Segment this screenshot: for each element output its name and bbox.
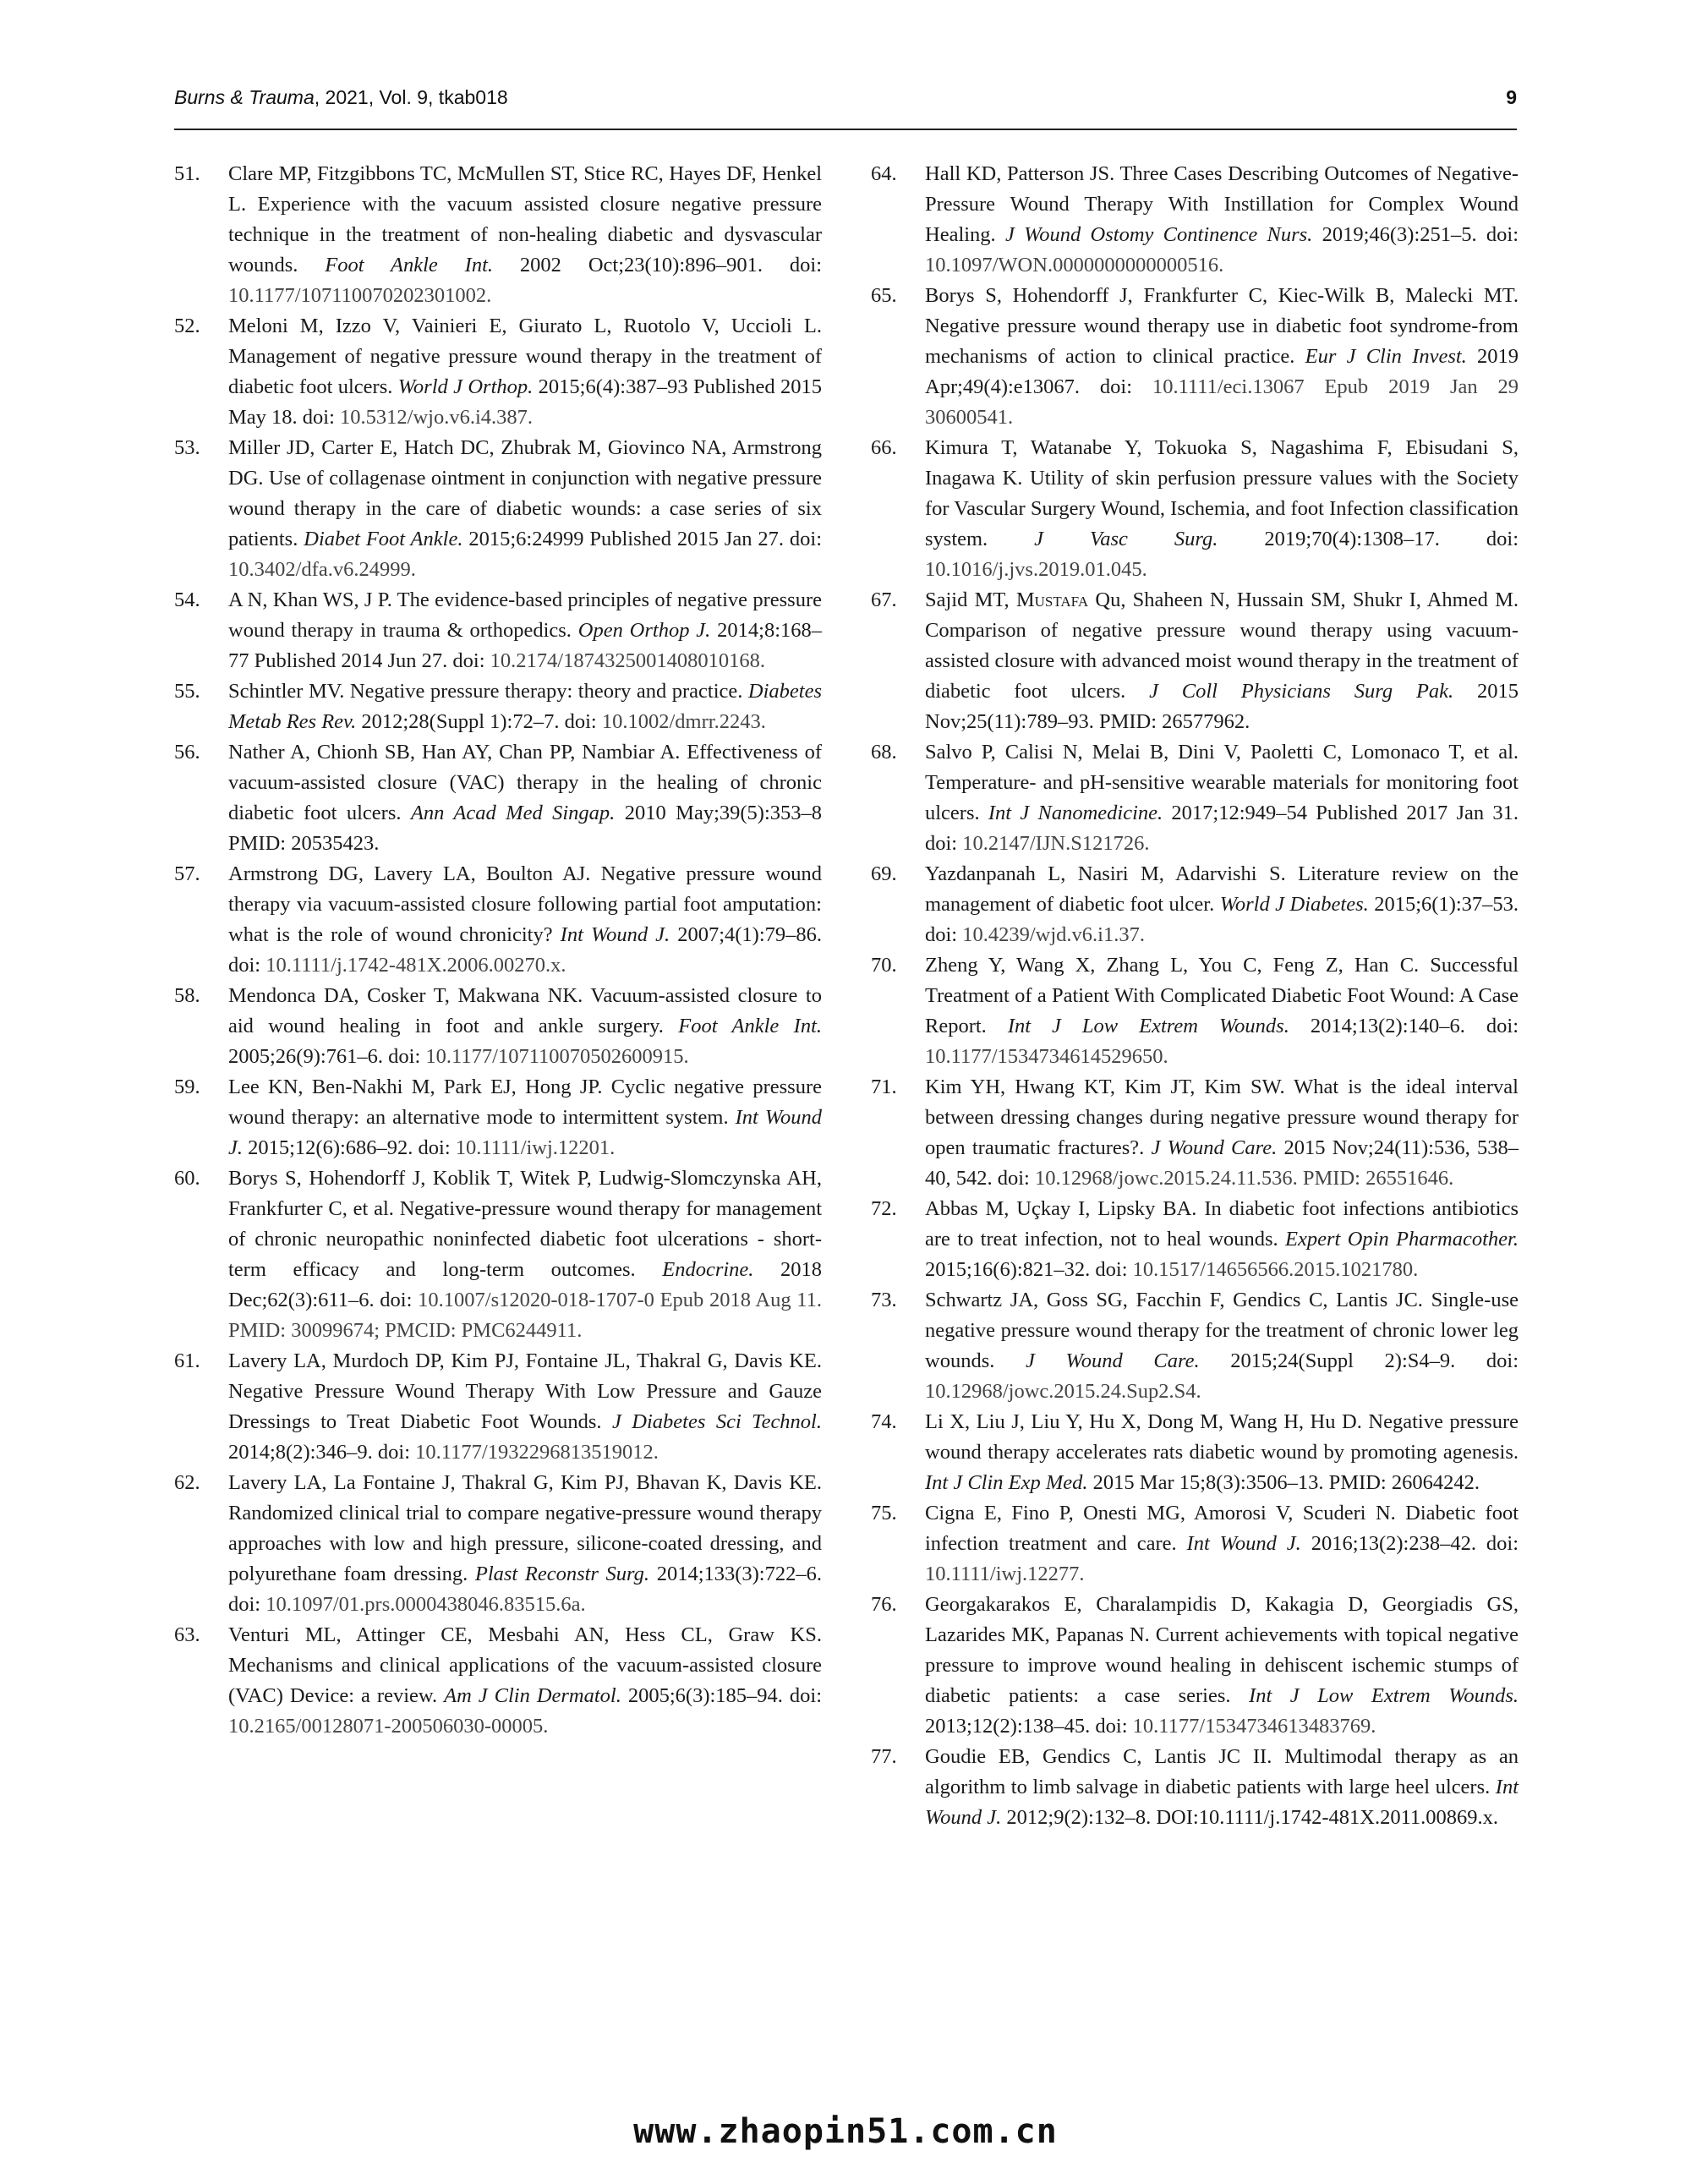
reference-doi-link[interactable]: 10.1111/iwj.12201. [455, 1136, 616, 1159]
reference-journal: Endocrine. [662, 1258, 754, 1281]
reference-authors-title: Yazdanpanah L, Nasiri M, Adarvishi S. Literature review on the management of diabetic foot ulcer. [925, 862, 1519, 916]
reference-item [174, 859, 822, 981]
reference-item [871, 433, 1519, 585]
reference-item [871, 950, 1519, 1072]
reference-number: 66. [871, 436, 897, 459]
reference-authors-title: A N, Khan WS, J P. The evidence-based principles of negative pressure wound therapy in trauma & orthopedics. [228, 588, 822, 642]
reference-details: 2015;6(1):37–53. doi: [925, 893, 1519, 946]
reference-journal: Expert Opin Pharmacother. [1285, 1228, 1519, 1251]
reference-authors-title: Georgakarakos E, Charalampidis D, Kakagia D, Georgiadis GS, Lazarides MK, Papanas N. Current achievements with topical negative pressure to improve wound healing in dehiscent ischemic stumps of diabetic patients: a case series. [925, 1593, 1519, 1707]
reference-column-left [174, 159, 822, 1742]
reference-number: 71. [871, 1076, 897, 1098]
reference-authors-title: Li X, Liu J, Liu Y, Hu X, Dong M, Wang H, Hu D. Negative pressure wound therapy accelerates rats diabetic wound by promoting agenesis. [925, 1410, 1519, 1464]
reference-doi-link[interactable]: 10.1007/s12020-018-1707-0 Epub 2018 Aug 11. PMID: 30099674; PMCID: PMC6244911. [228, 1289, 823, 1342]
reference-details: 2016;13(2):238–42. doi: [1311, 1532, 1519, 1555]
reference-number: 53. [174, 436, 200, 459]
reference-details: 2019;70(4):1308–17. doi: [1264, 528, 1519, 550]
reference-number: 74. [871, 1410, 897, 1433]
reference-authors-title: Salvo P, Calisi N, Melai B, Dini V, Paoletti C, Lomonaco T, et al. Temperature- and pH-sensitive wearable materials for monitoring foot ulcers. [925, 741, 1519, 824]
reference-number: 63. [174, 1623, 200, 1646]
reference-number: 58. [174, 984, 200, 1007]
reference-doi-link[interactable]: 10.2165/00128071-200506030-00005. [228, 1715, 549, 1738]
reference-number: 54. [174, 588, 200, 611]
reference-details: 2007;4(1):79–86. doi: [228, 923, 823, 977]
reference-doi-link[interactable]: 10.3402/dfa.v6.24999. [228, 558, 416, 581]
reference-number: 77. [871, 1745, 897, 1768]
reference-details: 2015;24(Suppl 2):S4–9. doi: [1230, 1349, 1519, 1372]
reference-details: 2002 Oct;23(10):896–901. doi: [519, 254, 823, 276]
reference-authors-title: Miller JD, Carter E, Hatch DC, Zhubrak M, Giovinco NA, Armstrong DG. Use of collagenase ointment in conjunction with negative pressure wound therapy in the care of diabetic wounds: a case series of six patients. [228, 436, 822, 550]
reference-authors-title: Abbas M, Uçkay I, Lipsky BA. In diabetic foot infections antibiotics are to treat infection, not to heal wounds. [925, 1197, 1519, 1251]
reference-details: 2015 Nov;25(11):789–93. PMID: 26577962. [925, 680, 1519, 733]
reference-details: 2014;13(2):140–6. doi: [1310, 1015, 1519, 1037]
reference-item [174, 737, 822, 859]
reference-item [871, 1742, 1519, 1833]
reference-doi-link[interactable]: 10.2147/IJN.S121726. [962, 832, 1150, 855]
reference-journal: Int J Low Extrem Wounds. [1007, 1015, 1289, 1037]
reference-number: 51. [174, 162, 200, 185]
reference-doi-link[interactable]: 10.1097/WON.0000000000000516. [925, 254, 1224, 276]
reference-number: 57. [174, 862, 200, 885]
reference-number: 61. [174, 1349, 200, 1372]
reference-authors-title: Nather A, Chionh SB, Han AY, Chan PP, Nambiar A. Effectiveness of vacuum-assisted closure (VAC) therapy in the healing of chronic diabetic foot ulcers. [228, 741, 822, 824]
reference-number: 67. [871, 588, 897, 611]
reference-doi-link[interactable]: 10.5312/wjo.v6.i4.387. [340, 406, 534, 429]
reference-doi-link[interactable]: 10.1097/01.prs.0000438046.83515.6a. [265, 1593, 586, 1616]
reference-authors-title: Schintler MV. Negative pressure therapy: theory and practice. [228, 680, 743, 703]
reference-authors-title: Kim YH, Hwang KT, Kim JT, Kim SW. What is the ideal interval between dressing changes during negative pressure wound therapy for open traumatic fractures?. [925, 1076, 1519, 1159]
reference-item [871, 1194, 1519, 1285]
reference-journal: World J Orthop. [397, 375, 534, 398]
reference-number: 72. [871, 1197, 897, 1220]
reference-doi-link[interactable]: 10.2174/1874325001408010168. [490, 649, 765, 672]
reference-details: 2015 Mar 15;8(3):3506–13. PMID: 26064242. [1092, 1471, 1480, 1494]
reference-journal: J Wound Care. [1151, 1136, 1278, 1159]
reference-authors-title: Goudie EB, Gendics C, Lantis JC II. Multimodal therapy as an algorithm to limb salvage in diabetic patients with large heel ulcers. [925, 1745, 1519, 1798]
reference-details: 2015;12(6):686–92. doi: [248, 1136, 451, 1159]
header-rule [174, 129, 1517, 130]
reference-item [174, 1163, 822, 1346]
reference-number: 55. [174, 680, 200, 703]
reference-doi-link[interactable]: 10.1002/dmrr.2243. [601, 710, 766, 733]
reference-item [871, 1590, 1519, 1742]
reference-number: 68. [871, 741, 897, 764]
reference-item [174, 1468, 822, 1620]
reference-journal: Int J Low Extrem Wounds. [1249, 1684, 1519, 1707]
reference-details: 2017;12:949–54 Published 2017 Jan 31. doi: [925, 802, 1519, 855]
reference-journal: Foot Ankle Int. [325, 254, 494, 276]
reference-journal: Foot Ankle Int. [678, 1015, 822, 1037]
reference-authors-title: Meloni M, Izzo V, Vainieri E, Giurato L, Ruotolo V, Uccioli L. Management of negative pressure wound therapy in the treatment of diabetic foot ulcers. [228, 315, 822, 398]
reference-item [871, 1407, 1519, 1498]
reference-item [871, 281, 1519, 433]
reference-journal: Eur J Clin Invest. [1305, 345, 1467, 368]
reference-author-smallcaps: Mustafa [1015, 588, 1089, 611]
reference-details: 2015 Nov;24(11):536, 538–40, 542. doi: [925, 1136, 1519, 1190]
reference-authors-title-cont: Qu, Shaheen N, Hussain SM, Shukr I, Ahmed M. Comparison of negative pressure wound therapy using vacuum-assisted closure with advanced moist wound therapy in the treatment of diabetic foot ulcers. [925, 588, 1519, 703]
reference-details: 2015;6(4):387–93 Published 2015 May 18. doi: [228, 375, 822, 429]
reference-authors-title: Armstrong DG, Lavery LA, Boulton AJ. Negative pressure wound therapy via vacuum-assisted closure following partial foot amputation: what is the role of wound chronicity? [228, 862, 822, 946]
reference-journal: J Coll Physicians Surg Pak. [1149, 680, 1454, 703]
reference-doi-link[interactable]: 10.1177/107110070502600915. [425, 1045, 689, 1068]
reference-authors-title: Lee KN, Ben-Nakhi M, Park EJ, Hong JP. Cyclic negative pressure wound therapy: an alternative mode to intermittent system. [228, 1076, 822, 1129]
reference-journal: Diabet Foot Ankle. [304, 528, 463, 550]
reference-item [871, 159, 1519, 281]
reference-doi-link[interactable]: 10.1111/eci.13067 Epub 2019 Jan 29 30600541. [925, 375, 1519, 429]
reference-item [174, 981, 822, 1072]
reference-authors-title: Lavery LA, Murdoch DP, Kim PJ, Fontaine JL, Thakral G, Davis KE. Negative Pressure Wound Therapy With Low Pressure and Gauze Dressings to Treat Diabetic Foot Wounds. [228, 1349, 822, 1433]
reference-journal: Int J Nanomedicine. [988, 802, 1163, 824]
reference-authors-title: Clare MP, Fitzgibbons TC, McMullen ST, Stice RC, Hayes DF, Henkel L. Experience with the vacuum assisted closure negative pressure technique in the treatment of non-healing diabetic and dysvascular wounds. [228, 162, 822, 276]
reference-details: 2005;26(9):761–6. doi: [228, 1045, 421, 1068]
reference-details: 2019;46(3):251–5. doi: [1322, 223, 1519, 246]
reference-journal: J Wound Care. [1026, 1349, 1200, 1372]
reference-authors-title: Kimura T, Watanabe Y, Tokuoka S, Nagashima F, Ebisudani S, Inagawa K. Utility of skin perfusion pressure values with the Society for Vascular Surgery Wound, Ischemia, and foot Infection classification system. [925, 436, 1519, 550]
reference-journal: Am J Clin Dermatol. [444, 1684, 621, 1707]
reference-details: 2015;6:24999 Published 2015 Jan 27. doi: [468, 528, 822, 550]
reference-doi-link[interactable]: 10.1177/107110070202301002. [228, 284, 492, 307]
reference-details: 2018 Dec;62(3):611–6. doi: [228, 1258, 822, 1311]
reference-number: 76. [871, 1593, 897, 1616]
reference-number: 65. [871, 284, 897, 307]
journal-volume: , 2021, Vol. 9, tkab018 [314, 86, 508, 108]
reference-authors-title: Sajid MT, [925, 588, 1016, 611]
reference-item [871, 1285, 1519, 1407]
reference-item [871, 859, 1519, 950]
reference-item [174, 1620, 822, 1742]
reference-journal: Plast Reconstr Surg. [474, 1563, 650, 1585]
reference-journal: Int Wound J. [560, 923, 670, 946]
reference-number: 52. [174, 315, 200, 337]
reference-number: 70. [871, 954, 897, 977]
reference-number: 62. [174, 1471, 200, 1494]
reference-journal: Int Wound J. [1186, 1532, 1301, 1555]
reference-item [174, 676, 822, 737]
reference-details: 2013;12(2):138–45. doi: [925, 1715, 1128, 1738]
reference-journal: Ann Acad Med Singap. [410, 802, 616, 824]
reference-authors-title: Zheng Y, Wang X, Zhang L, You C, Feng Z, Han C. Successful Treatment of a Patient With Complicated Diabetic Foot Wound: A Case Report. [925, 954, 1519, 1037]
reference-number: 75. [871, 1502, 897, 1524]
reference-doi-link[interactable]: 10.4239/wjd.v6.i1.37. [962, 923, 1145, 946]
reference-details: 2015;16(6):821–32. doi: [925, 1258, 1128, 1281]
reference-authors-title: Borys S, Hohendorff J, Koblik T, Witek P, Ludwig-Slomczynska AH, Frankfurter C, et al. Negative-pressure wound therapy for management of chronic neuropathic noninfected diabetic foot ulcerations - short-term efficacy and long-term outcomes. [228, 1167, 822, 1281]
reference-authors-title: Schwartz JA, Goss SG, Facchin F, Gendics C, Lantis JC. Single-use negative pressure wound therapy for the treatment of chronic lower leg wounds. [925, 1289, 1519, 1372]
reference-details: 2014;8(2):346–9. doi: [228, 1441, 411, 1464]
reference-item [871, 737, 1519, 859]
reference-details: 2005;6(3):185–94. doi: [627, 1684, 823, 1707]
reference-item [174, 1346, 822, 1468]
reference-doi-link[interactable]: 10.1177/1534734614529650. [925, 1045, 1168, 1068]
reference-authors-title: Lavery LA, La Fontaine J, Thakral G, Kim PJ, Bhavan K, Davis KE. Randomized clinical trial to compare negative-pressure wound therapy approaches with low and high pressure, silicone-coated dressing, and polyurethane foam dressing. [228, 1471, 822, 1585]
reference-doi-link[interactable]: 10.12968/jowc.2015.24.11.536. PMID: 26551646. [1035, 1167, 1454, 1190]
reference-number: 64. [871, 162, 897, 185]
reference-journal: Open Orthop J. [577, 619, 711, 642]
reference-details: 2014;8:168–77 Published 2014 Jun 27. doi: [228, 619, 823, 672]
reference-authors-title: Hall KD, Patterson JS. Three Cases Describing Outcomes of Negative-Pressure Wound Therapy With Instillation for Complex Wound Healing. [925, 162, 1519, 246]
reference-item [174, 585, 822, 676]
reference-number: 60. [174, 1167, 200, 1190]
reference-number: 56. [174, 741, 200, 764]
reference-doi-link[interactable]: 10.1177/1932296813519012. [415, 1441, 659, 1464]
reference-journal: J Diabetes Sci Technol. [611, 1410, 822, 1433]
reference-doi-link[interactable]: 10.1111/iwj.12277. [925, 1563, 1085, 1585]
reference-journal: Diabetes Metab Res Rev. [228, 680, 823, 733]
reference-item [174, 433, 822, 585]
journal-name: Burns & Trauma [174, 86, 315, 108]
reference-journal: Int Wound J. [228, 1106, 823, 1159]
reference-item [871, 1072, 1519, 1194]
reference-details: 2014;133(3):722–6. doi: [228, 1563, 822, 1616]
reference-journal: J Wound Ostomy Continence Nurs. [1004, 223, 1313, 246]
reference-authors-title: Borys S, Hohendorff J, Frankfurter C, Kiec-Wilk B, Malecki MT. Negative pressure wound therapy use in diabetic foot syndrome-from mechanisms of action to clinical practice. [925, 284, 1519, 368]
reference-journal: J Vasc Surg. [1034, 528, 1218, 550]
page-number: 9 [1506, 86, 1517, 108]
reference-journal: Int Wound J. [925, 1776, 1519, 1829]
reference-details: 2019 Apr;49(4):e13067. doi: [925, 345, 1519, 398]
reference-item [174, 1072, 822, 1163]
reference-journal: Int J Clin Exp Med. [925, 1471, 1088, 1494]
reference-authors-title: Venturi ML, Attinger CE, Mesbahi AN, Hess CL, Graw KS. Mechanisms and clinical applications of the vacuum-assisted closure (VAC) Device: a review. [228, 1623, 822, 1707]
watermark: www.zhaopin51.com.cn [633, 2112, 1058, 2151]
reference-journal: World J Diabetes. [1219, 893, 1369, 916]
reference-doi-link[interactable]: 10.1517/14656566.2015.1021780. [1132, 1258, 1419, 1281]
reference-doi-link[interactable]: 10.12968/jowc.2015.24.Sup2.S4. [925, 1380, 1201, 1403]
reference-doi-link[interactable]: 10.1177/1534734613483769. [1132, 1715, 1376, 1738]
reference-column-right [871, 159, 1519, 1833]
reference-number: 59. [174, 1076, 200, 1098]
reference-doi-link[interactable]: 10.1111/j.1742-481X.2006.00270.x. [265, 954, 566, 977]
running-header [174, 83, 1517, 117]
reference-item [174, 159, 822, 311]
journal-citation [174, 86, 508, 109]
reference-number: 73. [871, 1289, 897, 1311]
reference-item [174, 311, 822, 433]
reference-item [871, 585, 1519, 737]
reference-number: 69. [871, 862, 897, 885]
reference-authors-title: Cigna E, Fino P, Onesti MG, Amorosi V, Scuderi N. Diabetic foot infection treatment and care. [925, 1502, 1519, 1555]
reference-details: 2010 May;39(5):353–8 PMID: 20535423. [228, 802, 823, 855]
reference-details: 2012;9(2):132–8. DOI:10.1111/j.1742-481X.2011.00869.x. [1006, 1806, 1499, 1829]
reference-doi-link[interactable]: 10.1016/j.jvs.2019.01.045. [925, 558, 1147, 581]
reference-item [871, 1498, 1519, 1590]
reference-details: 2012;28(Suppl 1):72–7. doi: [361, 710, 597, 733]
reference-authors-title: Mendonca DA, Cosker T, Makwana NK. Vacuum-assisted closure to aid wound healing in foot and ankle surgery. [228, 984, 822, 1037]
